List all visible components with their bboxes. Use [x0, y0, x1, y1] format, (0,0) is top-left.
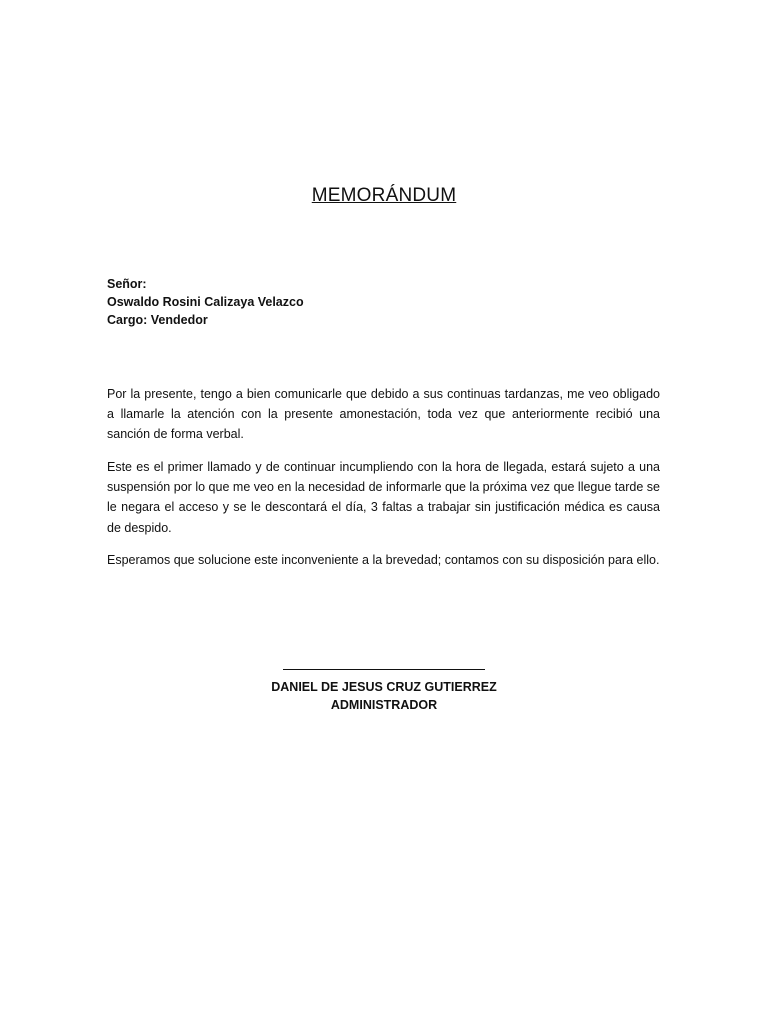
document-title: MEMORÁNDUM — [311, 185, 457, 206]
signature-block — [0, 668, 768, 714]
body-paragraph-2: Este es el primer llamado y de continuar incumpliendo con la hora de llegada, estará sujeto a una suspensión por lo que me veo en la necesidad de informarle que la próxima vez que llegue tarde se le negara el acceso y se le descontará el día, 3 faltas a trabajar sin justificación médica es causa de despido. — [107, 460, 660, 535]
signer-role: ADMINISTRADOR — [330, 698, 438, 712]
memo-body — [107, 384, 660, 583]
body-paragraph-3: Esperamos que solucione este inconveniente a la brevedad; contamos con su disposición para ello. — [107, 553, 660, 568]
signature-line — [283, 668, 485, 670]
signer-name: DANIEL DE JESUS CRUZ GUTIERREZ — [271, 680, 497, 694]
recipient-position: Cargo: Vendedor — [107, 313, 208, 327]
recipient-name: Oswaldo Rosini Calizaya Velazco — [107, 295, 304, 309]
recipient-block — [107, 275, 304, 329]
recipient-salutation: Señor: — [107, 277, 147, 291]
body-paragraph-1: Por la presente, tengo a bien comunicarle que debido a sus continuas tardanzas, me veo obligado a llamarle la atención con la presente amonestación, toda vez que anteriormente recibió una sanción de forma verbal. — [107, 387, 660, 442]
